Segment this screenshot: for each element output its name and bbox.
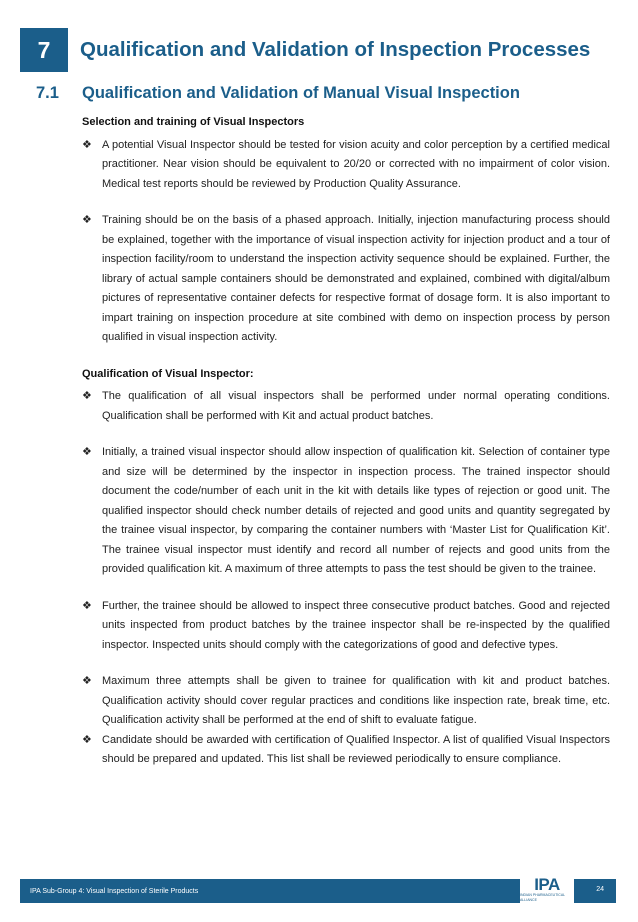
chapter-title: Qualification and Validation of Inspection Processes: [80, 38, 591, 61]
diamond-bullet-icon: ❖: [82, 138, 92, 151]
list-item: [82, 387, 610, 426]
bullet-text: Maximum three attempts shall be given to trainee for qualification with kit and product batches. Qualification activity should cover regular practices and conditions like inspection rate, break time, etc. Qualification activity shall be performed at the end of shift to evaluate fatigue.: [102, 675, 610, 726]
bullet-text: Candidate should be awarded with certification of Qualified Inspector. A list of qualified Visual Inspectors should be prepared and updated. This list shall be reviewed periodically to ensure compliance.: [102, 733, 610, 765]
ipa-logo: [520, 874, 574, 904]
bullet-text: The qualification of all visual inspectors shall be performed under normal operating conditions. Qualification shall be performed with Kit and actual product batches.: [102, 390, 610, 422]
logo-mark: IPA: [534, 874, 560, 894]
bullet-text: Initially, a trained visual inspector should allow inspection of qualification kit. Selection of container type and size will be determined by the inspector in inspection process. The trained inspector should document the code/number of each unit in the kit with details like types of rejection or good unit. The qualified inspector should check number details of rejected and good units and quantity segregated by the trainee visual inspector, by comparing the container numbers with ‘Master List for Qualification Kit’. The trainee visual inspector must identify and record all number of rejects and good units from the provided qualification kit. A maximum of three attempts to pass the test should be given to the trainee.: [102, 446, 610, 575]
logo-subtitle: INDIAN PHARMACEUTICAL ALLIANCE: [520, 892, 565, 902]
page-number: 24: [596, 886, 604, 893]
diamond-bullet-icon: ❖: [82, 599, 92, 612]
section-title: Qualification and Validation of Manual Visual Inspection: [82, 84, 520, 102]
list-item: [82, 443, 610, 580]
bullet-text: A potential Visual Inspector should be tested for vision acuity and color perception by a certified medical practitioner. Near vision should be equivalent to 20/20 or corrected with no impairment of color vision. Medical test reports should be reviewed by Production Quality Assurance.: [102, 138, 610, 190]
footer-text: IPA Sub-Group 4: Visual Inspection of Sterile Products: [30, 887, 199, 895]
list-item: [82, 731, 610, 770]
list-item: [82, 597, 610, 656]
bullet-text: Training should be on the basis of a phased approach. Initially, injection manufacturing process should be explained, together with the importance of visual inspection activity for injection product and a tour of inspection facility/room to understand the inspection activity sequence should be explained. Further, the library of actual sample containers should be demonstrated and explained, combined with digital/album pictures of representative container defects for respective format of dosage form. It is also important to impart training on inspection procedure at site combined with demo on inspection process by person qualified in visual inspection activity.: [102, 214, 610, 343]
diamond-bullet-icon: ❖: [82, 446, 92, 458]
section-number: 7.1: [36, 84, 59, 102]
diamond-bullet-icon: ❖: [82, 733, 92, 746]
list-item: [82, 672, 610, 731]
qualification-heading: Qualification of Visual Inspector:: [82, 367, 254, 380]
page-content: [82, 113, 610, 770]
list-item: [82, 136, 610, 195]
diamond-bullet-icon: ❖: [82, 675, 92, 687]
bullet-text: Further, the trainee should be allowed to inspect three consecutive product batches. Good and rejected units inspected from product batches by the trainee inspector shall be re-inspected by the qualified inspector. Inspected units should comply with the categorizations of good and defective types.: [102, 599, 610, 651]
chapter-header: [0, 28, 590, 72]
section-header: [36, 84, 520, 103]
list-item: [82, 211, 610, 348]
selection-heading: Selection and training of Visual Inspectors: [82, 116, 305, 128]
page-footer: [20, 874, 616, 903]
chapter-number: 7: [20, 28, 68, 72]
diamond-bullet-icon: ❖: [82, 390, 92, 402]
diamond-bullet-icon: ❖: [82, 214, 92, 226]
